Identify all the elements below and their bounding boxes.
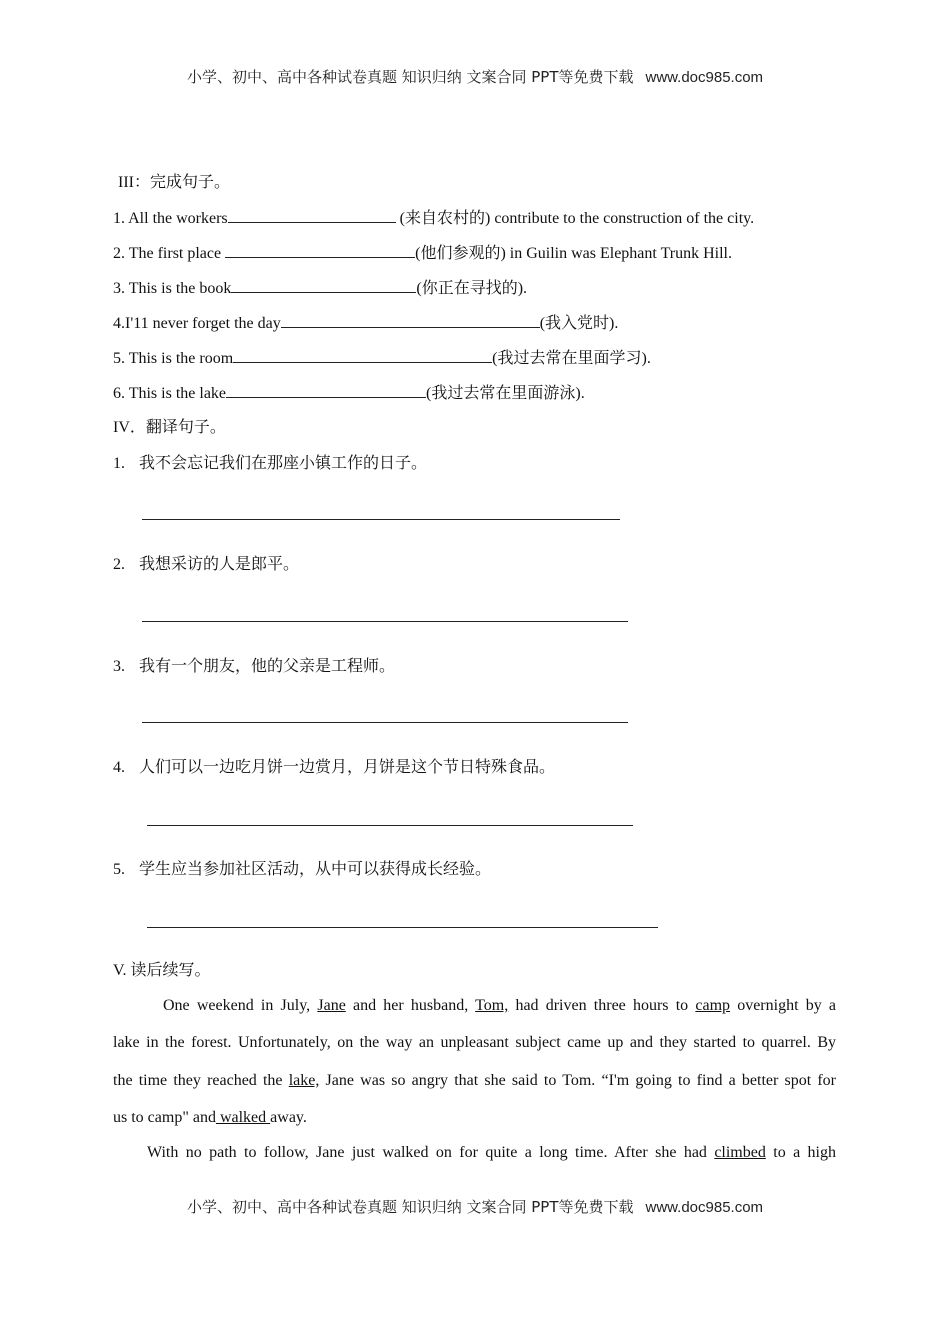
answer-line[interactable]: [147, 825, 633, 826]
section5-title: V. 读后续写。: [113, 962, 211, 979]
section3-item-4: 4.I'11 never forget the day (我入党时).: [113, 315, 619, 332]
answer-blank[interactable]: [233, 348, 492, 363]
answer-blank[interactable]: [226, 383, 426, 398]
footer-url: www.doc985.com: [645, 1199, 764, 1216]
answer-blank[interactable]: [231, 278, 416, 293]
section4-title: IV．翻译句子。: [113, 419, 226, 436]
answer-blank[interactable]: [281, 313, 540, 328]
section3-item-6: 6. This is the lake (我过去常在里面游泳).: [113, 385, 585, 402]
answer-line[interactable]: [142, 621, 628, 622]
passage-line-5: With no path to follow, Jane just walked on for quite a long time. After she had climbed to a high: [147, 1144, 837, 1161]
passage-line-1: One weekend in July, Jane and her husband, Tom, had driven three hours to camp overnight by a: [163, 997, 837, 1014]
section3-item-3: 3. This is the book (你正在寻找的).: [113, 280, 528, 297]
section4-item-3: 3. 我有一个朋友，他的父亲是工程师。: [113, 658, 396, 675]
section3-title: III：完成句子。: [118, 174, 230, 191]
passage-line-2: lake in the forest. Unfortunately, on the way an unpleasant subject came up and they started to quarrel. By: [113, 1034, 836, 1051]
header-text: 小学、初中、高中各种试卷真题 知识归纳 文案合同 PPT等免费下载: [186, 68, 634, 86]
section3-item-1: 1. All the workers (来自农村的) contribute to the construction of the city.: [113, 210, 755, 227]
page-footer: [0, 1196, 950, 1217]
header-url: www.doc985.com: [645, 69, 764, 86]
section4-item-1: 1. 我不会忘记我们在那座小镇工作的日子。: [113, 455, 428, 472]
section3-item-5: 5. This is the room (我过去常在里面学习).: [113, 350, 651, 367]
answer-line[interactable]: [147, 927, 658, 928]
section3-item-2: 2. The first place (他们参观的) in Guilin was Elephant Trunk Hill.: [113, 245, 732, 262]
section4-item-2: 2. 我想采访的人是郎平。: [113, 556, 300, 573]
footer-text: 小学、初中、高中各种试卷真题 知识归纳 文案合同 PPT等免费下载: [186, 1198, 634, 1216]
page-header: [0, 66, 950, 87]
passage-line-4: us to camp" and walked away.: [113, 1109, 307, 1126]
answer-line[interactable]: [142, 722, 628, 723]
section4-item-4: 4. 人们可以一边吃月饼一边赏月，月饼是这个节日特殊食品。: [113, 759, 556, 776]
answer-line[interactable]: [142, 519, 620, 520]
answer-blank[interactable]: [228, 208, 396, 223]
passage-line-3: the time they reached the lake, Jane was so angry that she said to Tom. “I'm going to find a better spot for: [113, 1072, 837, 1089]
section4-item-5: 5. 学生应当参加社区活动，从中可以获得成长经验。: [113, 861, 492, 878]
answer-blank[interactable]: [225, 243, 415, 258]
